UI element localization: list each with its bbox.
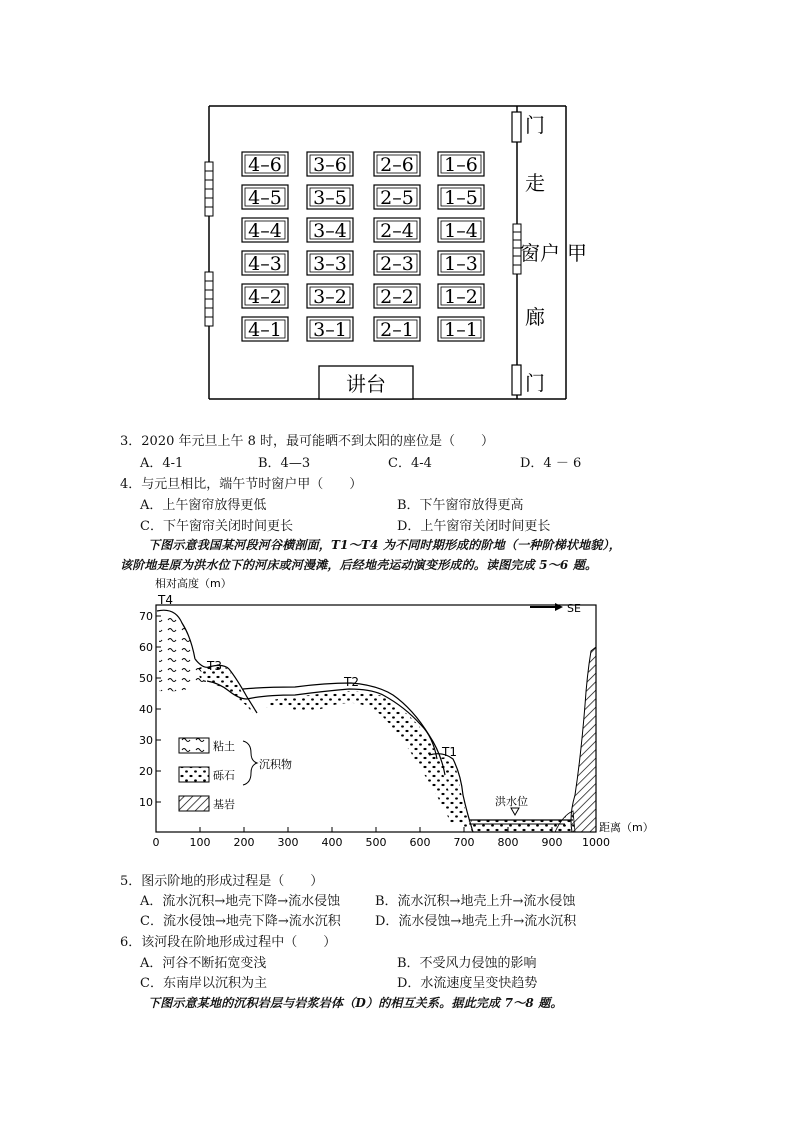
seat-1-1 [438, 317, 484, 341]
svg-text:2–5: 2–5 [380, 187, 414, 209]
intro-1-line-1: 下图示意我国某河段河谷横剖面，T1～T4 为不同时期形成的阶地（一种阶梯状地貌）， [148, 538, 621, 552]
left-window-2 [205, 272, 213, 326]
seat-3-2 [307, 284, 353, 308]
y-tick-label: 50 [139, 672, 153, 685]
bedrock-east [571, 647, 596, 832]
seat-1-5 [438, 185, 484, 209]
door-top-label: 门 [525, 113, 545, 137]
q6-option-a[interactable]: A．河谷不断拓宽变浅 [140, 956, 267, 971]
svg-text:4–2: 4–2 [248, 286, 282, 308]
seat-2-5 [374, 185, 420, 209]
y-ticks [139, 610, 161, 809]
svg-text:3–6: 3–6 [313, 154, 347, 176]
se-arrow [530, 602, 581, 615]
question-5: 5．图示阶地的形成过程是（ ） [120, 874, 324, 889]
seat-4-2 [242, 284, 288, 308]
door-top [512, 112, 521, 142]
svg-text:1–6: 1–6 [444, 154, 478, 176]
corridor-label-2: 廊 [525, 305, 545, 329]
q5-option-d[interactable]: D．流水侵蚀→地壳上升→流水沉积 [375, 914, 577, 929]
seat-2-6 [374, 152, 420, 176]
seat-1-4 [438, 218, 484, 242]
y-tick-label: 70 [139, 610, 153, 623]
seat-1-3 [438, 251, 484, 275]
seat-3-4 [307, 218, 353, 242]
seat-1-2 [438, 284, 484, 308]
q3-option-c[interactable]: C．4-4 [388, 456, 432, 471]
seat-3-3 [307, 251, 353, 275]
svg-text:2–4: 2–4 [380, 220, 414, 242]
corridor-label-1: 走 [525, 171, 545, 195]
river-channel [471, 820, 565, 832]
flood-level-label: 洪水位 [495, 795, 528, 808]
x-tick-label: 0 [152, 836, 160, 849]
question-3: 3．2020 年元旦上午 8 时，最可能晒不到太阳的座位是（ ） [120, 434, 495, 449]
x-tick-label: 800 [497, 836, 519, 849]
intro-2-line-1: 下图示意某地的沉积岩层与岩浆岩体（D）的相互关系。据此完成 7～8 题。 [148, 996, 563, 1010]
q4-option-b[interactable]: B．下午窗帘放得更高 [397, 498, 524, 513]
svg-text:1–5: 1–5 [444, 187, 478, 209]
svg-text:粘土: 粘土 [213, 740, 235, 753]
x-tick-label: 400 [321, 836, 343, 849]
door-bottom [512, 365, 521, 395]
svg-text:2–6: 2–6 [380, 154, 414, 176]
q5-option-b[interactable]: B．流水沉积→地壳上升→流水侵蚀 [375, 894, 576, 909]
svg-text:4–6: 4–6 [248, 154, 282, 176]
seat-3-5 [307, 185, 353, 209]
q5-option-a[interactable]: A．流水沉积→地壳下降→流水侵蚀 [140, 894, 341, 909]
svg-text:2–3: 2–3 [380, 253, 414, 275]
q3-option-d[interactable]: D．4 － 6 [520, 456, 582, 471]
seat-3-1 [307, 317, 353, 341]
x-tick-label: 200 [233, 836, 255, 849]
seat-2-1 [374, 317, 420, 341]
x-tick-label: 500 [365, 836, 387, 849]
label-t3: T3 [207, 659, 222, 673]
seat-4-3 [242, 251, 288, 275]
left-window-1 [205, 162, 213, 216]
x-tick-label: 900 [541, 836, 563, 849]
q6-option-c[interactable]: C．东南岸以沉积为主 [140, 976, 267, 991]
y-tick-label: 30 [139, 734, 153, 747]
x-tick-label: 1000 [582, 836, 610, 849]
seat-3-6 [307, 152, 353, 176]
q4-option-c[interactable]: C．下午窗帘关闭时间更长 [140, 519, 293, 534]
q3-option-b[interactable]: B．4—3 [258, 456, 311, 471]
x-axis-label: 距离（m） [599, 821, 654, 834]
seat-4-6 [242, 152, 288, 176]
q4-option-d[interactable]: D．上午窗帘关闭时间更长 [397, 519, 551, 534]
svg-text:4–5: 4–5 [248, 187, 282, 209]
door-bottom-label: 门 [525, 371, 545, 395]
svg-text:3–3: 3–3 [313, 253, 347, 275]
y-axis-label: 相对高度（m） [155, 577, 232, 590]
seat-1-6 [438, 152, 484, 176]
y-tick-label: 10 [139, 796, 153, 809]
window-jia-label: 甲 [567, 241, 587, 265]
q6-option-b[interactable]: B．不受风力侵蚀的影响 [397, 956, 537, 971]
svg-text:1–4: 1–4 [444, 220, 478, 242]
seat-2-3 [374, 251, 420, 275]
window-label: 窗户 [520, 241, 560, 265]
x-tick-label: 100 [189, 836, 211, 849]
x-tick-label: 700 [453, 836, 475, 849]
seat-4-4 [242, 218, 288, 242]
x-tick-label: 300 [277, 836, 299, 849]
svg-text:1–1: 1–1 [444, 319, 478, 341]
svg-text:4–4: 4–4 [248, 220, 282, 242]
svg-text:3–4: 3–4 [313, 220, 347, 242]
question-4: 4．与元旦相比，端午节时窗户甲（ ） [120, 477, 363, 492]
svg-text:SE: SE [567, 602, 581, 615]
podium-label: 讲台 [346, 372, 386, 396]
q4-option-a[interactable]: A．上午窗帘放得更低 [140, 498, 267, 513]
q3-option-a[interactable]: A．4-1 [140, 456, 184, 471]
q6-option-d[interactable]: D．水流速度呈变快趋势 [397, 976, 538, 991]
svg-text:2–2: 2–2 [380, 286, 414, 308]
question-6: 6．该河段在阶地形成过程中（ ） [120, 935, 337, 950]
svg-text:沉积物: 沉积物 [259, 758, 292, 771]
svg-text:4–1: 4–1 [248, 319, 282, 341]
t2-gravel [257, 691, 463, 823]
intro-1-line-2: 该阶地是原为洪水位下的河床或河漫滩，后经地壳运动演变形成的。读图完成 5～6 题。 [120, 558, 598, 572]
seat-2-4 [374, 218, 420, 242]
valley-profile [125, 575, 675, 850]
x-tick-label: 600 [409, 836, 431, 849]
label-t2: T2 [344, 675, 359, 689]
svg-text:3–5: 3–5 [313, 187, 347, 209]
seat-grid [242, 152, 484, 341]
label-t1: T1 [442, 745, 457, 759]
svg-text:3–2: 3–2 [313, 286, 347, 308]
svg-text:砾石: 砾石 [213, 769, 235, 782]
svg-text:1–3: 1–3 [444, 253, 478, 275]
legend [179, 738, 292, 811]
svg-text:2–1: 2–1 [380, 319, 414, 341]
label-t4: T4 [158, 593, 173, 607]
q5-option-c[interactable]: C．流水侵蚀→地壳下降→流水沉积 [140, 914, 341, 929]
svg-text:3–1: 3–1 [313, 319, 347, 341]
svg-text:4–3: 4–3 [248, 253, 282, 275]
seat-4-5 [242, 185, 288, 209]
y-tick-label: 20 [139, 765, 153, 778]
svg-text:1–2: 1–2 [444, 286, 478, 308]
y-tick-label: 60 [139, 641, 153, 654]
seat-2-2 [374, 284, 420, 308]
y-tick-label: 40 [139, 703, 153, 716]
classroom-diagram [195, 100, 605, 405]
svg-text:基岩: 基岩 [213, 798, 235, 811]
seat-4-1 [242, 317, 288, 341]
